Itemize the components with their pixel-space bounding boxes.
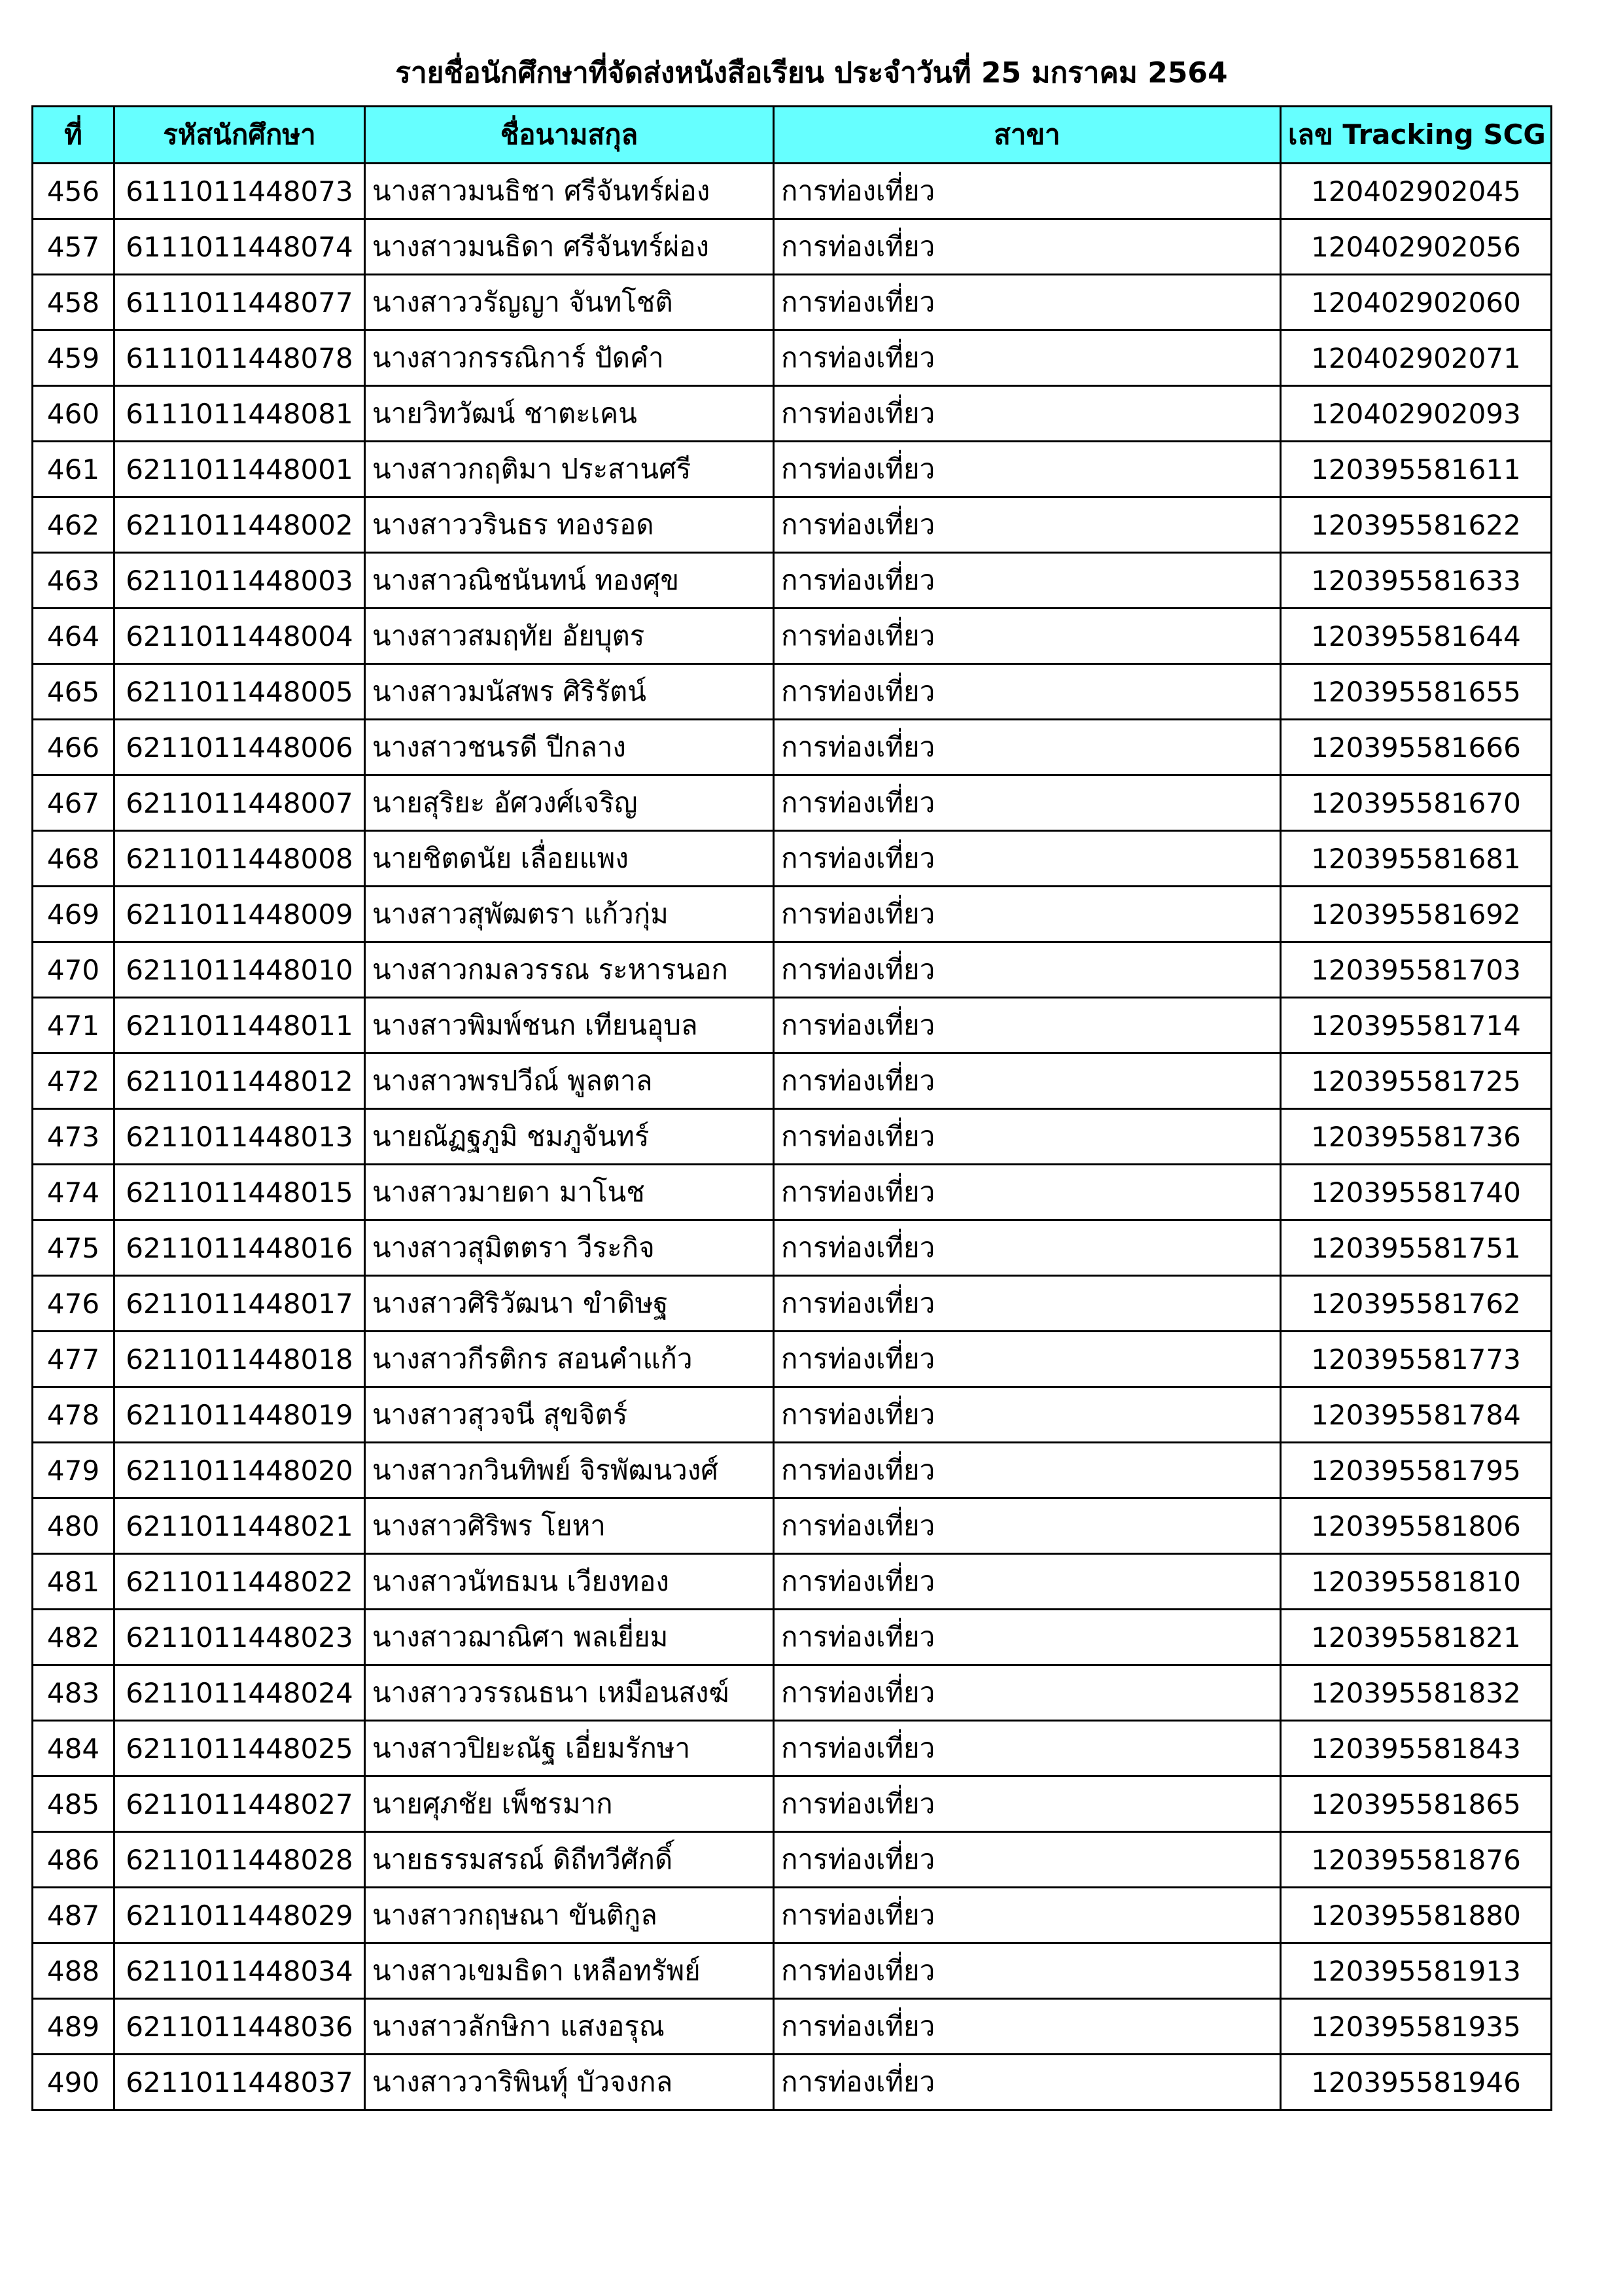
major-cell: การท่องเที่ยว bbox=[774, 2055, 1281, 2110]
major-cell: การท่องเที่ยว bbox=[774, 942, 1281, 998]
student-name-cell: นางสาวเขมธิดา เหลือทรัพย์ bbox=[365, 1943, 774, 1999]
table-row bbox=[33, 442, 1552, 497]
student-name-cell: นางสาวมนธิดา ศรีจันทร์ผ่อง bbox=[365, 219, 774, 275]
row-number-cell: 486 bbox=[33, 1832, 114, 1888]
student-id-cell: 6211011448010 bbox=[114, 942, 365, 998]
student-id-cell: 6211011448028 bbox=[114, 1832, 365, 1888]
student-name-cell: นางสาวสมฤทัย อัยบุตร bbox=[365, 609, 774, 664]
page-title: รายชื่อนักศึกษาที่จัดส่งหนังสือเรียน ประจำวันที่ 25 มกราคม 2564 bbox=[395, 56, 1228, 90]
student-id-cell: 6211011448020 bbox=[114, 1443, 365, 1498]
row-number-cell: 460 bbox=[33, 386, 114, 442]
major-cell: การท่องเที่ยว bbox=[774, 1165, 1281, 1220]
major-cell: การท่องเที่ยว bbox=[774, 1665, 1281, 1721]
table-row bbox=[33, 330, 1552, 386]
row-number-cell: 485 bbox=[33, 1776, 114, 1832]
row-number-cell: 487 bbox=[33, 1888, 114, 1943]
row-number-cell: 489 bbox=[33, 1999, 114, 2055]
row-number-cell: 475 bbox=[33, 1220, 114, 1276]
shipment-table bbox=[31, 105, 1552, 2111]
tracking-number-cell: 120395581913 bbox=[1281, 1943, 1552, 1999]
tracking-number-cell: 120395581633 bbox=[1281, 553, 1552, 609]
student-name-cell: นางสาววรัญญา จันทโชติ bbox=[365, 275, 774, 330]
student-name-cell: นางสาวพิมพ์ชนก เทียนอุบล bbox=[365, 998, 774, 1053]
row-number-cell: 478 bbox=[33, 1387, 114, 1443]
table-row bbox=[33, 2055, 1552, 2110]
major-cell: การท่องเที่ยว bbox=[774, 497, 1281, 553]
table-row bbox=[33, 1498, 1552, 1554]
table-row bbox=[33, 942, 1552, 998]
row-number-cell: 461 bbox=[33, 442, 114, 497]
student-id-cell: 6211011448019 bbox=[114, 1387, 365, 1443]
student-id-cell: 6211011448005 bbox=[114, 664, 365, 720]
student-id-cell: 6211011448023 bbox=[114, 1610, 365, 1665]
student-id-cell: 6211011448013 bbox=[114, 1109, 365, 1165]
major-cell: การท่องเที่ยว bbox=[774, 1832, 1281, 1888]
table-row bbox=[33, 1999, 1552, 2055]
student-id-cell: 6211011448029 bbox=[114, 1888, 365, 1943]
row-number-cell: 477 bbox=[33, 1332, 114, 1387]
student-name-cell: นางสาวศิริวัฒนา ขำดิษฐ bbox=[365, 1276, 774, 1332]
student-name-cell: นางสาวลักษิกา แสงอรุณ bbox=[365, 1999, 774, 2055]
tracking-number-cell: 120395581703 bbox=[1281, 942, 1552, 998]
student-name-cell: นางสาวมนธิชา ศรีจันทร์ผ่อง bbox=[365, 164, 774, 219]
tracking-number-cell: 120395581946 bbox=[1281, 2055, 1552, 2110]
major-cell: การท่องเที่ยว bbox=[774, 1498, 1281, 1554]
student-name-cell: นางสาววรรณธนา เหมือนสงฆ์ bbox=[365, 1665, 774, 1721]
table-row bbox=[33, 1721, 1552, 1776]
student-id-cell: 6211011448001 bbox=[114, 442, 365, 497]
major-cell: การท่องเที่ยว bbox=[774, 1999, 1281, 2055]
row-number-cell: 471 bbox=[33, 998, 114, 1053]
tracking-number-cell: 120395581692 bbox=[1281, 887, 1552, 942]
row-number-cell: 469 bbox=[33, 887, 114, 942]
tracking-number-cell: 120395581806 bbox=[1281, 1498, 1552, 1554]
student-name-cell: นางสาวพรปวีณ์ พูลตาล bbox=[365, 1053, 774, 1109]
table-row bbox=[33, 998, 1552, 1053]
student-name-cell: นางสาวฌาณิศา พลเยี่ยม bbox=[365, 1610, 774, 1665]
student-name-cell: นางสาวชนรดี ปีกลาง bbox=[365, 720, 774, 775]
student-id-cell: 6111011448074 bbox=[114, 219, 365, 275]
tracking-number-cell: 120395581725 bbox=[1281, 1053, 1552, 1109]
major-cell: การท่องเที่ยว bbox=[774, 1610, 1281, 1665]
student-id-cell: 6211011448009 bbox=[114, 887, 365, 942]
table-row bbox=[33, 1776, 1552, 1832]
student-id-cell: 6111011448078 bbox=[114, 330, 365, 386]
tracking-number-cell: 120395581795 bbox=[1281, 1443, 1552, 1498]
student-name-cell: นายวิทวัฒน์ ชาตะเคน bbox=[365, 386, 774, 442]
table-row bbox=[33, 553, 1552, 609]
major-cell: การท่องเที่ยว bbox=[774, 1721, 1281, 1776]
major-cell: การท่องเที่ยว bbox=[774, 1387, 1281, 1443]
row-number-cell: 468 bbox=[33, 831, 114, 887]
student-name-cell: นายณัฏฐภูมิ ชมภูจันทร์ bbox=[365, 1109, 774, 1165]
student-name-cell: นางสาวศิริพร โยหา bbox=[365, 1498, 774, 1554]
major-cell: การท่องเที่ยว bbox=[774, 164, 1281, 219]
major-cell: การท่องเที่ยว bbox=[774, 330, 1281, 386]
student-name-cell: นางสาววาริพินทุ์ บัวจงกล bbox=[365, 2055, 774, 2110]
row-number-cell: 472 bbox=[33, 1053, 114, 1109]
major-cell: การท่องเที่ยว bbox=[774, 664, 1281, 720]
row-number-cell: 474 bbox=[33, 1165, 114, 1220]
tracking-number-cell: 120395581876 bbox=[1281, 1832, 1552, 1888]
student-id-cell: 6211011448008 bbox=[114, 831, 365, 887]
table-row bbox=[33, 275, 1552, 330]
student-id-cell: 6111011448073 bbox=[114, 164, 365, 219]
tracking-number-cell: 120395581681 bbox=[1281, 831, 1552, 887]
tracking-number-cell: 120395581655 bbox=[1281, 664, 1552, 720]
column-header-tracking: เลข Tracking SCG bbox=[1281, 107, 1552, 164]
tracking-number-cell: 120395581935 bbox=[1281, 1999, 1552, 2055]
table-row bbox=[33, 664, 1552, 720]
row-number-cell: 483 bbox=[33, 1665, 114, 1721]
row-number-cell: 480 bbox=[33, 1498, 114, 1554]
student-name-cell: นายศุภชัย เพ็ชรมาก bbox=[365, 1776, 774, 1832]
major-cell: การท่องเที่ยว bbox=[774, 1332, 1281, 1387]
column-header-student-id: รหัสนักศึกษา bbox=[114, 107, 365, 164]
row-number-cell: 473 bbox=[33, 1109, 114, 1165]
table-row bbox=[33, 1888, 1552, 1943]
table-body bbox=[33, 164, 1552, 2110]
row-number-cell: 457 bbox=[33, 219, 114, 275]
tracking-number-cell: 120395581740 bbox=[1281, 1165, 1552, 1220]
column-header-major: สาขา bbox=[774, 107, 1281, 164]
student-name-cell: นางสาวนัทธมน เวียงทอง bbox=[365, 1554, 774, 1610]
tracking-number-cell: 120402902060 bbox=[1281, 275, 1552, 330]
tracking-number-cell: 120402902093 bbox=[1281, 386, 1552, 442]
major-cell: การท่องเที่ยว bbox=[774, 442, 1281, 497]
student-id-cell: 6211011448027 bbox=[114, 1776, 365, 1832]
student-name-cell: นายชิตดนัย เลื่อยแพง bbox=[365, 831, 774, 887]
table-row bbox=[33, 1387, 1552, 1443]
major-cell: การท่องเที่ยว bbox=[774, 1053, 1281, 1109]
tracking-number-cell: 120395581714 bbox=[1281, 998, 1552, 1053]
table-header-row bbox=[33, 107, 1552, 164]
student-name-cell: นางสาววรินธร ทองรอด bbox=[365, 497, 774, 553]
row-number-cell: 470 bbox=[33, 942, 114, 998]
tracking-number-cell: 120395581762 bbox=[1281, 1276, 1552, 1332]
tracking-number-cell: 120395581666 bbox=[1281, 720, 1552, 775]
major-cell: การท่องเที่ยว bbox=[774, 1443, 1281, 1498]
student-id-cell: 6211011448037 bbox=[114, 2055, 365, 2110]
tracking-number-cell: 120395581810 bbox=[1281, 1554, 1552, 1610]
major-cell: การท่องเที่ยว bbox=[774, 1220, 1281, 1276]
student-name-cell: นายธรรมสรณ์ ดิถีทวีศักดิ์ bbox=[365, 1832, 774, 1888]
student-id-cell: 6111011448077 bbox=[114, 275, 365, 330]
major-cell: การท่องเที่ยว bbox=[774, 1276, 1281, 1332]
tracking-number-cell: 120395581865 bbox=[1281, 1776, 1552, 1832]
major-cell: การท่องเที่ยว bbox=[774, 998, 1281, 1053]
student-name-cell: นายสุริยะ อัศวงศ์เจริญ bbox=[365, 775, 774, 831]
table-row bbox=[33, 609, 1552, 664]
student-id-cell: 6211011448002 bbox=[114, 497, 365, 553]
student-name-cell: นางสาวกรรณิการ์ ปัดคำ bbox=[365, 330, 774, 386]
row-number-cell: 479 bbox=[33, 1443, 114, 1498]
student-id-cell: 6211011448011 bbox=[114, 998, 365, 1053]
student-id-cell: 6211011448007 bbox=[114, 775, 365, 831]
student-id-cell: 6211011448012 bbox=[114, 1053, 365, 1109]
column-header-no: ที่ bbox=[33, 107, 114, 164]
table-row bbox=[33, 1943, 1552, 1999]
row-number-cell: 456 bbox=[33, 164, 114, 219]
student-name-cell: นางสาวกมลวรรณ ระหารนอก bbox=[365, 942, 774, 998]
major-cell: การท่องเที่ยว bbox=[774, 775, 1281, 831]
column-header-name: ชื่อนามสกุล bbox=[365, 107, 774, 164]
major-cell: การท่องเที่ยว bbox=[774, 1776, 1281, 1832]
student-name-cell: นางสาวกีรติกร สอนคำแก้ว bbox=[365, 1332, 774, 1387]
student-id-cell: 6211011448034 bbox=[114, 1943, 365, 1999]
student-id-cell: 6211011448036 bbox=[114, 1999, 365, 2055]
tracking-number-cell: 120395581773 bbox=[1281, 1332, 1552, 1387]
student-id-cell: 6211011448024 bbox=[114, 1665, 365, 1721]
row-number-cell: 484 bbox=[33, 1721, 114, 1776]
student-name-cell: นางสาวมายดา มาโนช bbox=[365, 1165, 774, 1220]
tracking-number-cell: 120395581821 bbox=[1281, 1610, 1552, 1665]
row-number-cell: 488 bbox=[33, 1943, 114, 1999]
student-id-cell: 6211011448004 bbox=[114, 609, 365, 664]
table-row bbox=[33, 1332, 1552, 1387]
student-name-cell: นางสาวกฤติมา ประสานศรี bbox=[365, 442, 774, 497]
tracking-number-cell: 120395581751 bbox=[1281, 1220, 1552, 1276]
major-cell: การท่องเที่ยว bbox=[774, 386, 1281, 442]
tracking-number-cell: 120395581880 bbox=[1281, 1888, 1552, 1943]
table-row bbox=[33, 219, 1552, 275]
table-row bbox=[33, 1832, 1552, 1888]
major-cell: การท่องเที่ยว bbox=[774, 275, 1281, 330]
row-number-cell: 476 bbox=[33, 1276, 114, 1332]
table-row bbox=[33, 164, 1552, 219]
major-cell: การท่องเที่ยว bbox=[774, 553, 1281, 609]
tracking-number-cell: 120395581843 bbox=[1281, 1721, 1552, 1776]
student-id-cell: 6211011448018 bbox=[114, 1332, 365, 1387]
tracking-number-cell: 120395581611 bbox=[1281, 442, 1552, 497]
student-name-cell: นางสาวสุพัฒตรา แก้วกุ่ม bbox=[365, 887, 774, 942]
table-row bbox=[33, 386, 1552, 442]
major-cell: การท่องเที่ยว bbox=[774, 1554, 1281, 1610]
student-name-cell: นางสาวสุวจนี สุขจิตร์ bbox=[365, 1387, 774, 1443]
table-row bbox=[33, 1443, 1552, 1498]
table-row bbox=[33, 1554, 1552, 1610]
row-number-cell: 466 bbox=[33, 720, 114, 775]
table-row bbox=[33, 1109, 1552, 1165]
tracking-number-cell: 120395581622 bbox=[1281, 497, 1552, 553]
row-number-cell: 463 bbox=[33, 553, 114, 609]
major-cell: การท่องเที่ยว bbox=[774, 609, 1281, 664]
table-row bbox=[33, 1053, 1552, 1109]
student-name-cell: นางสาวกวินทิพย์ จิรพัฒนวงศ์ bbox=[365, 1443, 774, 1498]
major-cell: การท่องเที่ยว bbox=[774, 720, 1281, 775]
major-cell: การท่องเที่ยว bbox=[774, 887, 1281, 942]
row-number-cell: 464 bbox=[33, 609, 114, 664]
major-cell: การท่องเที่ยว bbox=[774, 1888, 1281, 1943]
row-number-cell: 462 bbox=[33, 497, 114, 553]
table-row bbox=[33, 887, 1552, 942]
row-number-cell: 481 bbox=[33, 1554, 114, 1610]
student-id-cell: 6211011448006 bbox=[114, 720, 365, 775]
student-id-cell: 6211011448022 bbox=[114, 1554, 365, 1610]
tracking-number-cell: 120402902071 bbox=[1281, 330, 1552, 386]
student-name-cell: นางสาวณิชนันทน์ ทองศุข bbox=[365, 553, 774, 609]
student-name-cell: นางสาวมนัสพร ศิริรัตน์ bbox=[365, 664, 774, 720]
table-row bbox=[33, 831, 1552, 887]
major-cell: การท่องเที่ยว bbox=[774, 1943, 1281, 1999]
table-row bbox=[33, 497, 1552, 553]
student-name-cell: นางสาวปิยะณัฐ เอี่ยมรักษา bbox=[365, 1721, 774, 1776]
tracking-number-cell: 120395581736 bbox=[1281, 1109, 1552, 1165]
tracking-number-cell: 120395581644 bbox=[1281, 609, 1552, 664]
row-number-cell: 465 bbox=[33, 664, 114, 720]
student-id-cell: 6211011448021 bbox=[114, 1498, 365, 1554]
table-row bbox=[33, 1220, 1552, 1276]
student-id-cell: 6211011448015 bbox=[114, 1165, 365, 1220]
row-number-cell: 490 bbox=[33, 2055, 114, 2110]
table-row bbox=[33, 1665, 1552, 1721]
row-number-cell: 467 bbox=[33, 775, 114, 831]
table-row bbox=[33, 720, 1552, 775]
student-id-cell: 6211011448016 bbox=[114, 1220, 365, 1276]
major-cell: การท่องเที่ยว bbox=[774, 831, 1281, 887]
student-id-cell: 6211011448003 bbox=[114, 553, 365, 609]
major-cell: การท่องเที่ยว bbox=[774, 219, 1281, 275]
table-row bbox=[33, 1276, 1552, 1332]
tracking-number-cell: 120402902056 bbox=[1281, 219, 1552, 275]
row-number-cell: 459 bbox=[33, 330, 114, 386]
table-row bbox=[33, 1165, 1552, 1220]
major-cell: การท่องเที่ยว bbox=[774, 1109, 1281, 1165]
tracking-number-cell: 120395581832 bbox=[1281, 1665, 1552, 1721]
student-id-cell: 6211011448025 bbox=[114, 1721, 365, 1776]
tracking-number-cell: 120402902045 bbox=[1281, 164, 1552, 219]
tracking-number-cell: 120395581670 bbox=[1281, 775, 1552, 831]
row-number-cell: 482 bbox=[33, 1610, 114, 1665]
tracking-number-cell: 120395581784 bbox=[1281, 1387, 1552, 1443]
table-row bbox=[33, 1610, 1552, 1665]
row-number-cell: 458 bbox=[33, 275, 114, 330]
student-name-cell: นางสาวกฤษณา ขันติกูล bbox=[365, 1888, 774, 1943]
table-row bbox=[33, 775, 1552, 831]
student-id-cell: 6211011448017 bbox=[114, 1276, 365, 1332]
student-name-cell: นางสาวสุมิตตรา วีระกิจ bbox=[365, 1220, 774, 1276]
student-id-cell: 6111011448081 bbox=[114, 386, 365, 442]
